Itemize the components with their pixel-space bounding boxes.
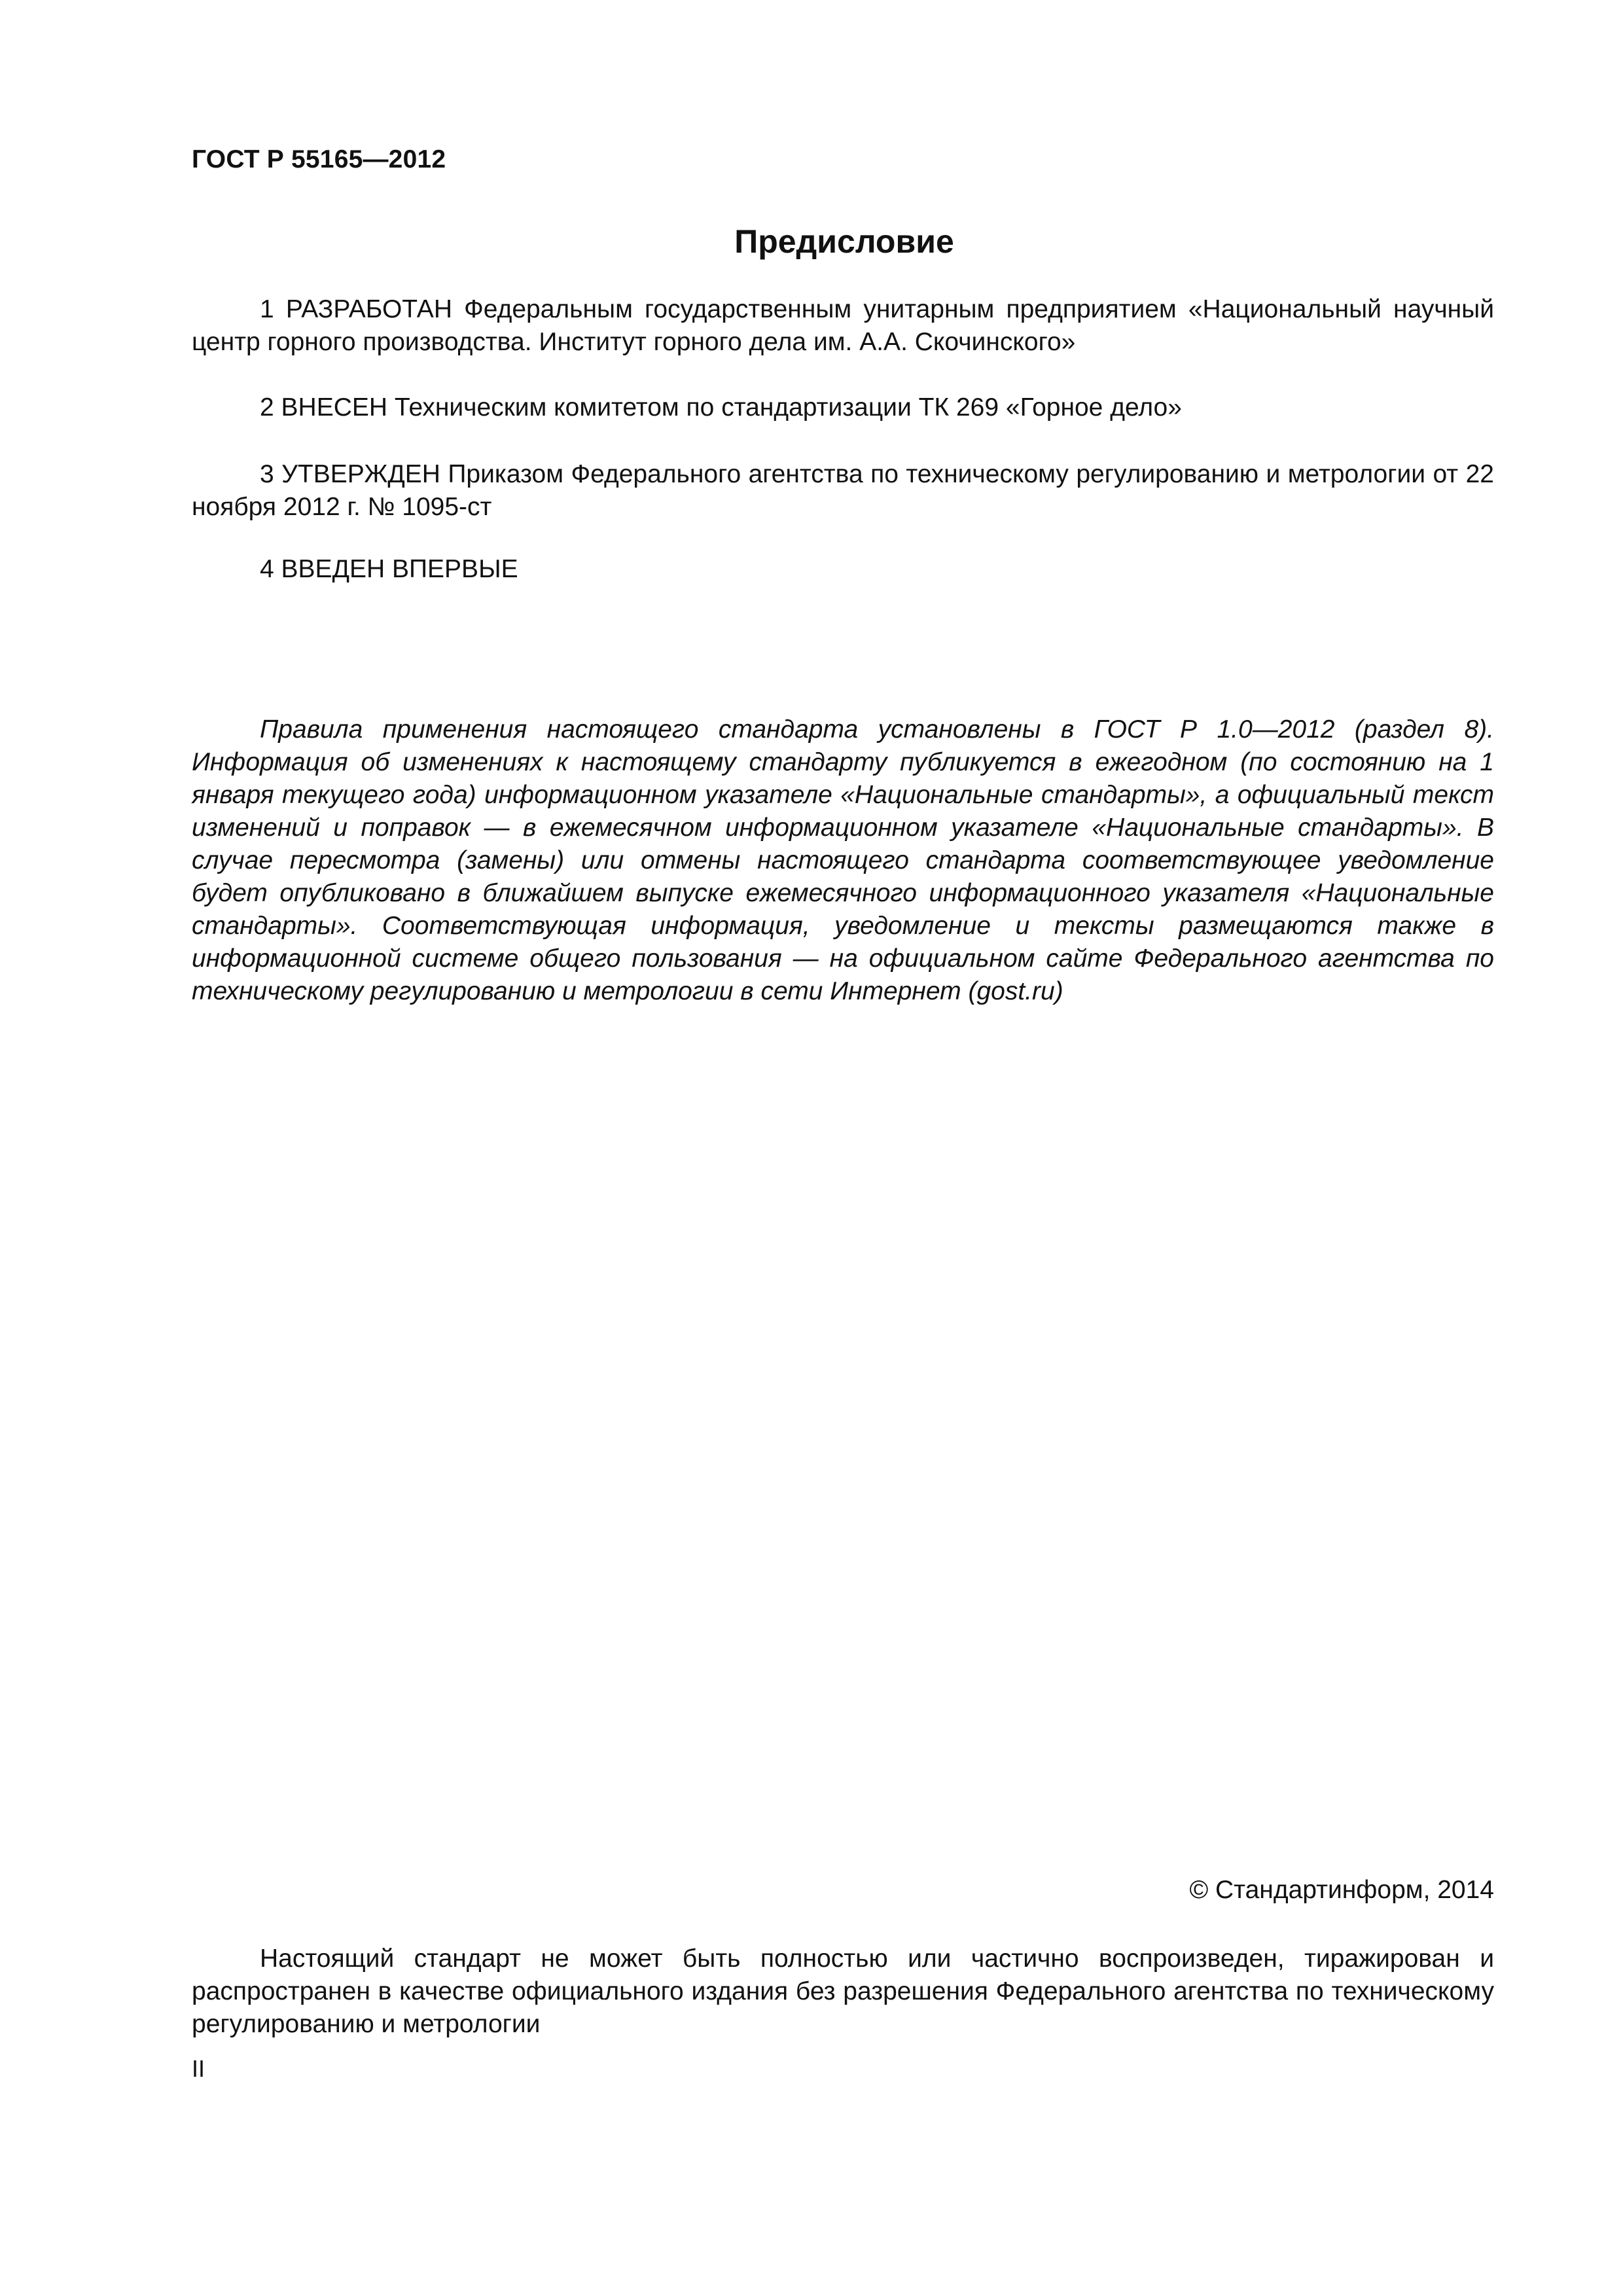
section-title: Предисловие <box>734 223 954 260</box>
page-number: II <box>192 2055 205 2082</box>
preface-item-approved: 3 УТВЕРЖДЕН Приказом Федерального агентства по техническому регулированию и метрологии от 22 ноября 2012 г. № 1095-ст <box>192 460 1494 521</box>
application-rules-note: Правила применения настоящего стандарта установлены в ГОСТ Р 1.0—2012 (раздел 8). Информация об изменениях к настоящему стандарту публикуется в ежегодном (по состоянию на 1 января текущего года) информационном указателе «Национальные стандарты», а официальный текст изменений и поправок — в ежемесячном информационном указателе «Национальные стандарты». В случае пересмотра (замены) или отмены настоящего стандарта соответствующее уведомление будет опубликовано в ближайшем выпуске ежемесячного информационного указателя «Национальные стандарты». Соответствующая информация, уведомление и тексты размещаются также в информационной системе общего пользования — на официальном сайте Федерального агентства по техническому регулированию и метрологии в сети Интернет (gost.ru) <box>192 715 1494 1005</box>
preface-item-developed: 1 РАЗРАБОТАН Федеральным государственным унитарным предприятием «Национальный научный центр горного производства. Институт горного дела им. А.А. Скочинского» <box>192 295 1494 356</box>
section-title-wrapper <box>0 223 1623 260</box>
preface-item-first-time: 4 ВВЕДЕН ВПЕРВЫЕ <box>260 555 518 583</box>
document-header: ГОСТ Р 55165—2012 <box>192 145 446 173</box>
preface-item-introduced: 2 ВНЕСЕН Техническим комитетом по стандартизации ТК 269 «Горное дело» <box>260 393 1182 422</box>
copyright-line: © Стандартинформ, 2014 <box>1189 1876 1494 1904</box>
reproduction-notice: Настоящий стандарт не может быть полностью или частично воспроизведен, тиражирован и распространен в качестве официального издания без разрешения Федерального агентства по техническому регулированию и метрологии <box>192 1945 1494 2038</box>
